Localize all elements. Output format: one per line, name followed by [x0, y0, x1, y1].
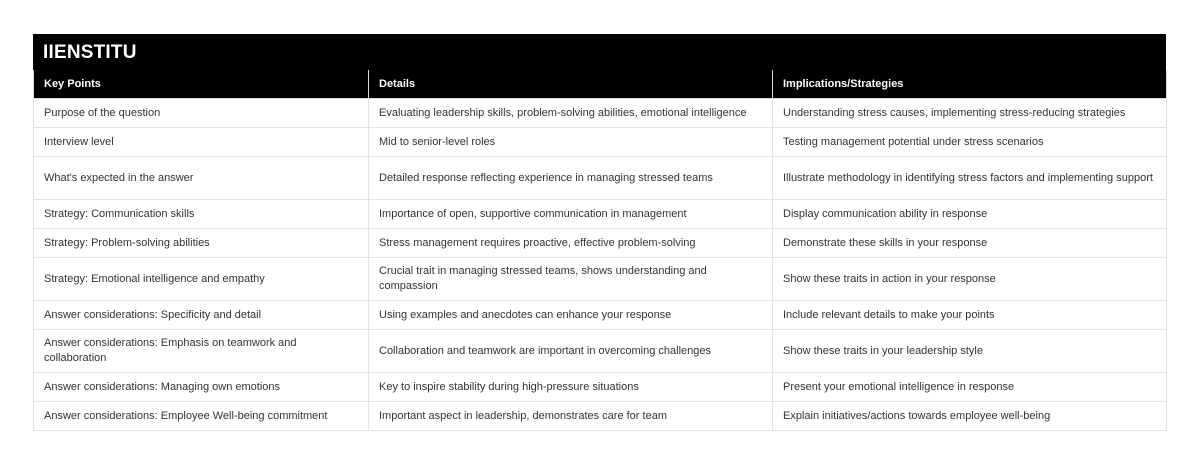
- cell-implication: Show these traits in your leadership style: [773, 330, 1167, 373]
- header-details: Details: [369, 70, 773, 99]
- cell-key-point: Strategy: Communication skills: [34, 200, 369, 229]
- cell-key-point: Answer considerations: Managing own emotions: [34, 373, 369, 402]
- cell-implication: Illustrate methodology in identifying stress factors and implementing support: [773, 157, 1167, 200]
- cell-implication: Explain initiatives/actions towards employee well-being: [773, 402, 1167, 431]
- cell-implication: Understanding stress causes, implementing stress-reducing strategies: [773, 99, 1167, 128]
- cell-details: Detailed response reflecting experience in managing stressed teams: [369, 157, 773, 200]
- cell-details: Importance of open, supportive communication in management: [369, 200, 773, 229]
- table-row: [34, 157, 1167, 200]
- key-points-table: [33, 70, 1167, 431]
- cell-key-point: Answer considerations: Specificity and detail: [34, 301, 369, 330]
- table-row: [34, 373, 1167, 402]
- cell-implication: Present your emotional intelligence in response: [773, 373, 1167, 402]
- cell-details: Mid to senior-level roles: [369, 128, 773, 157]
- cell-key-point: Strategy: Emotional intelligence and empathy: [34, 258, 369, 301]
- table-row: [34, 128, 1167, 157]
- cell-key-point: Interview level: [34, 128, 369, 157]
- cell-implication: Demonstrate these skills in your response: [773, 229, 1167, 258]
- table-row: [34, 200, 1167, 229]
- header-key-points: Key Points: [34, 70, 369, 99]
- cell-details: Using examples and anecdotes can enhance your response: [369, 301, 773, 330]
- cell-key-point: Answer considerations: Emphasis on teamwork and collaboration: [34, 330, 369, 373]
- cell-key-point: What's expected in the answer: [34, 157, 369, 200]
- cell-details: Crucial trait in managing stressed teams, shows understanding and compassion: [369, 258, 773, 301]
- table-row: [34, 99, 1167, 128]
- header-row: [34, 70, 1167, 99]
- cell-details: Key to inspire stability during high-pressure situations: [369, 373, 773, 402]
- cell-key-point: Answer considerations: Employee Well-being commitment: [34, 402, 369, 431]
- cell-details: Evaluating leadership skills, problem-solving abilities, emotional intelligence: [369, 99, 773, 128]
- cell-implication: Show these traits in action in your response: [773, 258, 1167, 301]
- table-header: [34, 70, 1167, 99]
- cell-key-point: Purpose of the question: [34, 99, 369, 128]
- content-wrapper: [33, 34, 1166, 431]
- table-body: [34, 99, 1167, 431]
- cell-implication: Testing management potential under stress scenarios: [773, 128, 1167, 157]
- table-row: [34, 258, 1167, 301]
- table-row: [34, 301, 1167, 330]
- cell-details: Important aspect in leadership, demonstrates care for team: [369, 402, 773, 431]
- cell-key-point: Strategy: Problem-solving abilities: [34, 229, 369, 258]
- header-implications: Implications/Strategies: [773, 70, 1167, 99]
- table-row: [34, 330, 1167, 373]
- cell-implication: Include relevant details to make your points: [773, 301, 1167, 330]
- brand-header: IIENSTITU: [33, 34, 1166, 70]
- table-row: [34, 229, 1167, 258]
- cell-implication: Display communication ability in response: [773, 200, 1167, 229]
- table-row: [34, 402, 1167, 431]
- cell-details: Collaboration and teamwork are important in overcoming challenges: [369, 330, 773, 373]
- cell-details: Stress management requires proactive, effective problem-solving: [369, 229, 773, 258]
